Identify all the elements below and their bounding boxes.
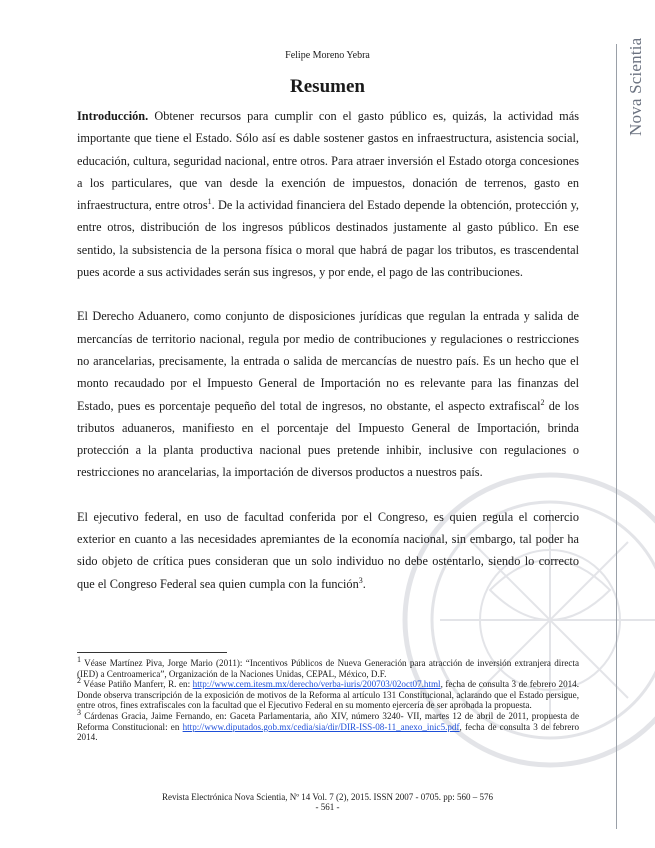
footnote-2-link[interactable]: http://www.cem.itesm.mx/derecho/verba-iuris/200703/02oct07.html (192, 679, 441, 690)
page-footer (0, 792, 655, 812)
footnote-ref-3[interactable]: 3 (358, 575, 363, 585)
footnote-mark: 1 (77, 654, 81, 664)
footnote-text: Véase Patiño Manferr, R. en: (81, 679, 193, 690)
footnote-3-link[interactable]: http://www.diputados.gob.mx/cedia/sia/dir/DIR-ISS-08-11_anexo_inic5.pdf (182, 721, 460, 732)
footnote-2 (77, 676, 579, 711)
paragraph-text: El ejecutivo federal, en uso de facultad conferida por el Congreso, es quien regula el comercio exterior en cuanto a las necesidades apremiantes de la economía nacional, sin embargo, tal poder ha sido objeto de crítica pues consideran que un solo individuo no debe ostentarlo, siendo lo correcto que el Congreso Federal sea quien cumpla con la función (77, 509, 579, 591)
paragraph-ejecutivo-federal (77, 506, 579, 595)
footnote-ref-1[interactable]: 1 (207, 197, 212, 207)
footnote-text: Cárdenas Gracia, Jaime Fernando, en: Gaceta Parlamentaria, año XIV, número 3240- VII, martes 12 de abril de 2011, propuesta de Reforma Constitucional: en (77, 710, 579, 732)
paragraph-text: . De la actividad financiera del Estado depende la obtención, protección y, entre otros, distribución de los ingresos públicos destinados justamente al gasto público. En ese sentido, la subsistencia de la persona física o moral que habrá de pagar los tributos, es trascendental pues acorde a sus actividades serán sus ingresos, y por ende, el pago de las contribuciones. (77, 198, 579, 280)
footnote-divider (77, 652, 227, 653)
paragraph-derecho-aduanero (77, 305, 579, 483)
journal-citation: Revista Electrónica Nova Scientia, Nº 14 Vol. 7 (2), 2015. ISSN 2007 - 0705. pp: 560 – 576 (162, 792, 493, 802)
paragraph-text: Obtener recursos para cumplir con el gasto público es, quizás, la actividad más importante que tiene el Estado. Sólo así es dable sostener gastos en infraestructura, asistencia social, educación, cultura, seguridad nacional, entre otros. Para atraer inversión el Estado otorga concesiones a los particulares, que van desde la exención de impuestos, donación de terrenos, gasto en infraestructura, entre otros (77, 109, 579, 213)
footnote-1 (77, 654, 579, 679)
paragraph-text: El Derecho Aduanero, como conjunto de disposiciones jurídicas que regulan la entrada y salida de mercancías de territorio nacional, regula por medio de contribuciones y regulaciones o restricciones no arancelarias, precisamente, la entrada o salida de mercancías de nuestro país. Es un hecho que el monto recaudado por el Impuesto General de Importación no es relevante para las finanzas del Estado, pues es porcentaje pequeño del total de ingresos, no obstante, el aspecto extrafiscal (77, 309, 579, 413)
paragraph-text: de los tributos aduaneros, manifiesto en el porcentaje del Impuesto General de Importación, brinda protección a la planta productiva nacional pues pretende inhibir, inclusive con regulaciones o restricciones no arancelarias, la importación de diversos productos a nuestros país. (77, 398, 579, 480)
footnote-mark: 3 (77, 707, 81, 717)
footnote-3 (77, 707, 579, 743)
footnote-text: , fecha de consulta 3 de febrero 2014. Donde observa transcripción de la exposición de motivos de la Reforma al artículo 131 Constitucional, aclarando que el Estado persigue, entre otros, fines extrafiscales con la facultad que el Ejecutivo Federal en su momento ejercería de ser aprobada la propuesta. (77, 679, 579, 711)
body-text (77, 105, 579, 595)
footnotes (77, 654, 579, 743)
page-number: - 561 - (315, 802, 340, 812)
sidebar-rule (616, 44, 617, 829)
section-title: Resumen (290, 76, 365, 97)
footnote-mark: 2 (77, 676, 81, 686)
footnote-text: Véase Martínez Piva, Jorge Mario (2011): “Incentivos Públicos de Nueva Generación para atracción de inversión extranjera directa (IED) a Centroamerica”, Organización de la Naciones Unidas, CEPAL, México, D.F. (77, 658, 579, 679)
footnote-ref-2[interactable]: 2 (540, 397, 545, 407)
paragraph-introduccion (77, 105, 579, 283)
running-head: Felipe Moreno Yebra (285, 50, 370, 61)
footnote-text: , fecha de consulta 3 de febrero 2014. (77, 721, 579, 743)
journal-brand-text: Nova Scientia (626, 37, 645, 136)
paragraph-lead: Introducción. (77, 109, 149, 123)
paragraph-text: . (362, 576, 366, 591)
